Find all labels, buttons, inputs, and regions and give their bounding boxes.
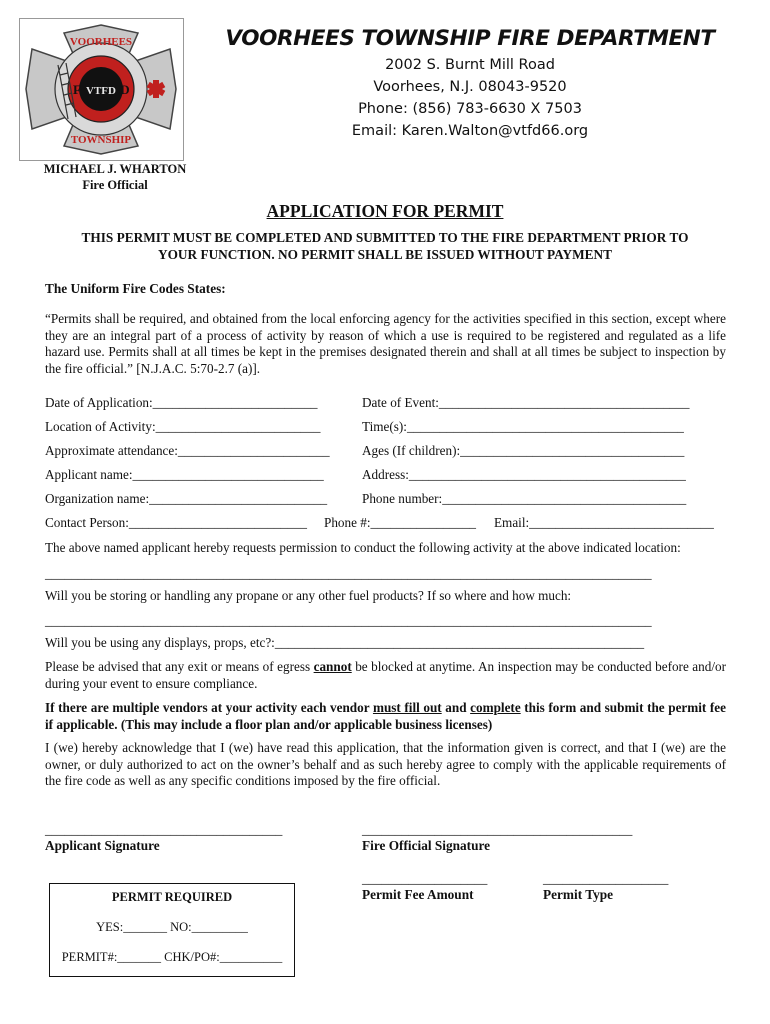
applicant-name-field[interactable]: Applicant name:_____________________________ [45, 467, 324, 482]
permit-required-heading: PERMIT REQUIRED [111, 890, 233, 904]
fire-department-badge-icon [20, 19, 183, 160]
address-line-2: Voorhees, N.J. 08043-9520 [373, 79, 567, 95]
vendors-notice [45, 700, 726, 733]
fire-official-signature-label: Fire Official Signature [362, 838, 491, 853]
official-title: Fire Official [82, 178, 148, 192]
activity-description-line[interactable]: ____________________________________________________________________________________________ [45, 566, 652, 581]
attendance-field[interactable]: Approximate attendance:_______________________ [45, 443, 330, 458]
address-line-1: 2002 S. Burnt Mill Road [385, 57, 555, 73]
logo-bottom-text: TOWNSHIP [70, 134, 132, 146]
activity-request-text: The above named applicant hereby requests permission to conduct the following activity at the above indicated location: [45, 540, 681, 555]
propane-answer-line[interactable]: ____________________________________________________________________________________________ [45, 613, 652, 628]
permit-required-box [49, 883, 295, 977]
department-title: VOORHEES TOWNSHIP FIRE DEPARTMENT [225, 26, 715, 51]
vendors-text-1: If there are multiple vendors at your activity each vendor [45, 700, 373, 715]
official-name: MICHAEL J. WHARTON [43, 162, 187, 176]
propane-question: Will you be storing or handling any propane or any other fuel products? If so where and how much: [45, 588, 572, 603]
egress-text-1: Please be advised that any exit or means of egress [45, 659, 314, 674]
vendors-complete: complete [470, 700, 521, 715]
contact-phone-field[interactable]: Phone #:________________ [324, 515, 477, 530]
ages-field[interactable]: Ages (If children):__________________________________ [362, 443, 685, 458]
egress-text-2: be blocked at anytime. An inspection may be conducted before and/or during your event to ensure compliance. [45, 659, 726, 691]
logo-left-letter: F [73, 82, 81, 97]
times-field[interactable]: Time(s):__________________________________________ [362, 419, 684, 434]
date-of-event-field[interactable]: Date of Event:______________________________________ [362, 395, 690, 410]
notice-line-1: THIS PERMIT MUST BE COMPLETED AND SUBMITTED TO THE FIRE DEPARTMENT PRIOR TO [81, 230, 689, 245]
department-logo [19, 18, 184, 161]
permit-yes-no-field[interactable]: YES:_______ NO:_________ [96, 920, 248, 934]
codes-heading: The Uniform Fire Codes States: [45, 281, 226, 296]
applicant-signature-label: Applicant Signature [45, 838, 160, 853]
fire-official-block [30, 161, 200, 193]
form-title: APPLICATION FOR PERMIT [266, 201, 504, 221]
permit-number-field[interactable]: PERMIT#:_______ CHK/PO#:__________ [61, 950, 283, 964]
contact-person-field[interactable]: Contact Person:___________________________ [45, 515, 307, 530]
notice [40, 230, 730, 263]
applicant-signature-line[interactable]: ____________________________________ [45, 822, 283, 837]
phone-line: Phone: (856) 783-6630 X 7503 [358, 101, 582, 117]
logo-top-text: VOORHEES [69, 36, 133, 48]
acknowledgement: I (we) hereby acknowledge that I (we) have read this application, that the information given is correct, and that I (we) are the owner, or duly authorized to act on the owner’s behalf and as such hereby agree to comply with the applicable requirements of the fire code as well as any specific conditions imposed by the fire official. [45, 740, 726, 788]
vendors-text-3: and [441, 700, 471, 715]
email-line: Email: Karen.Walton@vtfd66.org [351, 123, 589, 139]
egress-notice [45, 659, 726, 692]
fire-official-signature-line[interactable]: _________________________________________ [362, 822, 633, 837]
vendors-must-fill-out: must fill out [372, 700, 442, 715]
location-field[interactable]: Location of Activity:_________________________ [45, 419, 321, 434]
permit-type-label: Permit Type [543, 887, 614, 902]
logo-monogram: VTFD [86, 85, 116, 97]
date-of-application-field[interactable]: Date of Application:_________________________ [45, 395, 318, 410]
organization-field[interactable]: Organization name:___________________________ [45, 491, 328, 506]
displays-question-field[interactable]: Will you be using any displays, props, etc?:________________________________________________________ [45, 635, 645, 650]
permit-fee-line[interactable]: ___________________ [362, 871, 488, 886]
address-field[interactable]: Address:__________________________________________ [362, 467, 686, 482]
vendors-text-5: this form and submit the permit fee if applicable. (This may include a floor plan and/or applicable business licenses) [45, 700, 727, 732]
phone-number-field[interactable]: Phone number:_____________________________________ [362, 491, 687, 506]
permit-type-line[interactable]: ___________________ [543, 871, 669, 886]
permit-fee-label: Permit Fee Amount [362, 887, 474, 902]
egress-cannot: cannot [313, 659, 352, 674]
logo-right-letter: D [120, 82, 130, 97]
notice-line-2: YOUR FUNCTION. NO PERMIT SHALL BE ISSUED WITHOUT PAYMENT [157, 246, 613, 262]
codes-quote: “Permits shall be required, and obtained from the local enforcing agency for the activities specified in this section, except where they are an integral part of a process of activity by reason of which a use is required to be registered and regulated as a life hazard use. Permits shall at all times be kept in the premises designated therein and shall at all times be subject to inspection by the fire official.” [N.J.A.C. 5:70-2.7 (a)]. [45, 311, 726, 376]
contact-email-field[interactable]: Email:____________________________ [494, 515, 714, 530]
